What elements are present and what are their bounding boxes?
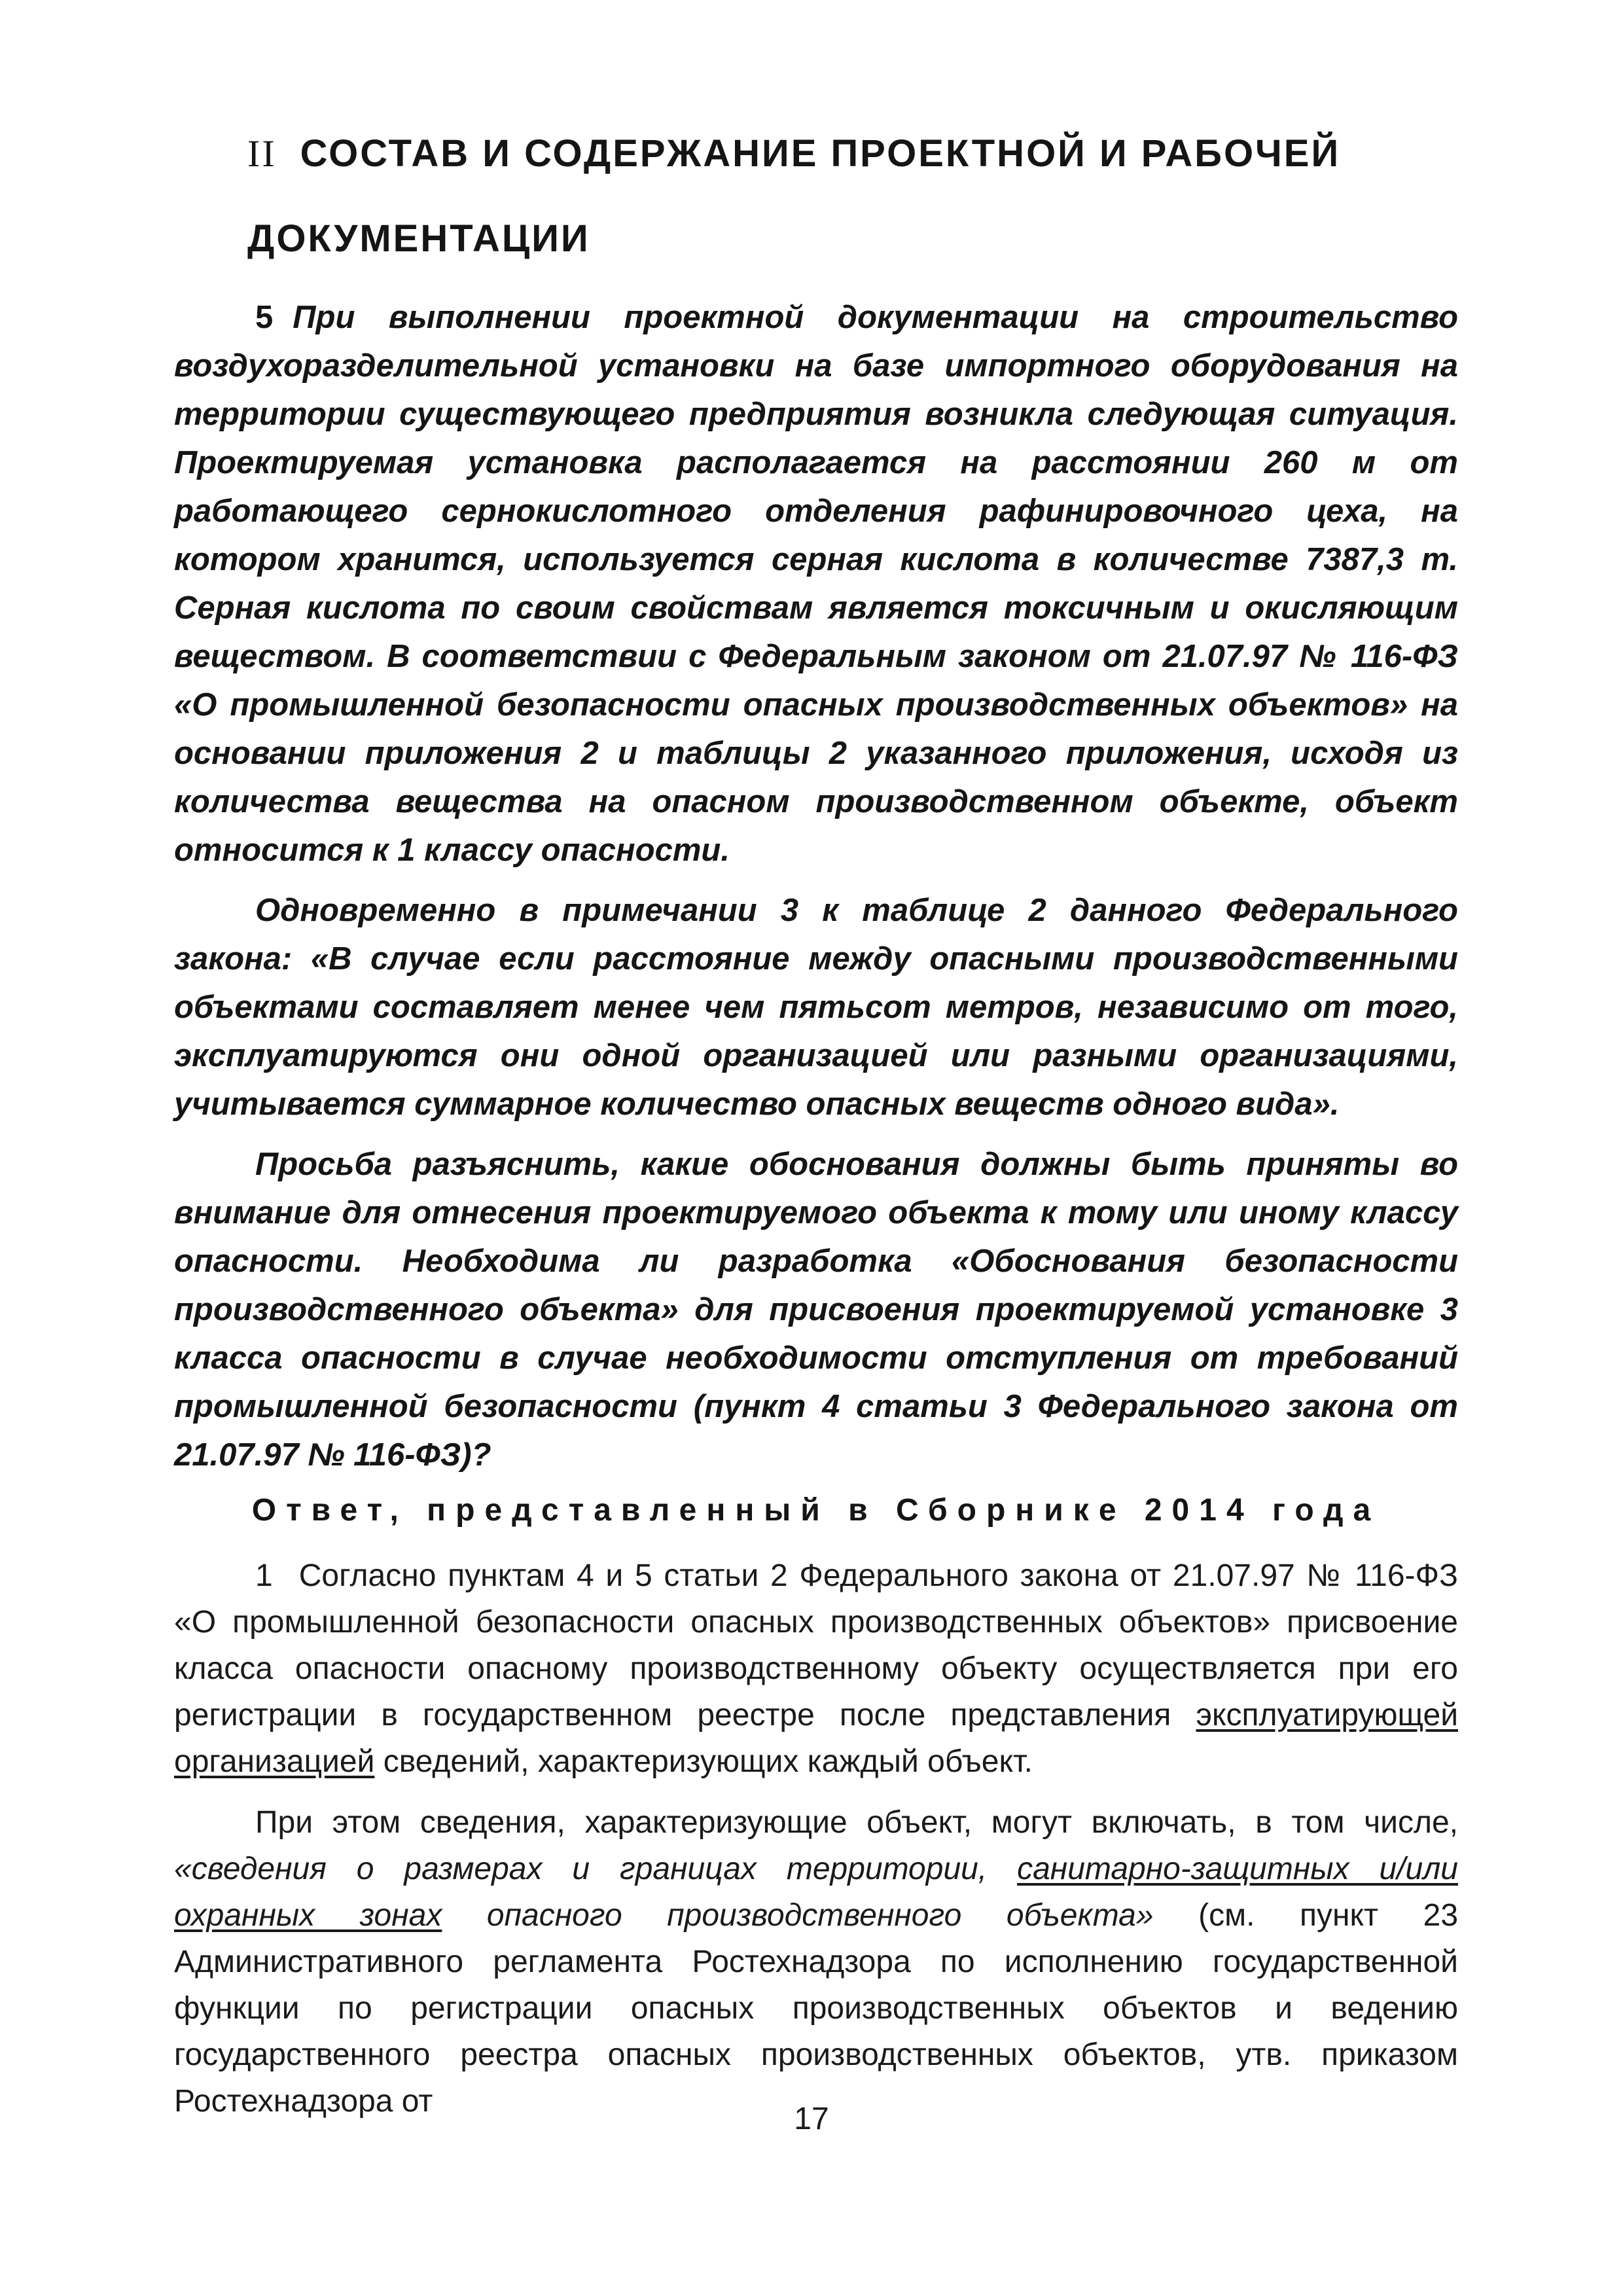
- section-title-text: СОСТАВ И СОДЕРЖАНИЕ ПРОЕКТНОЙ И РАБОЧЕЙ ДОКУМЕНТАЦИИ: [247, 132, 1341, 260]
- question-paragraph-1-text: При выполнении проектной документации на строительство воздухоразделительной установки на базе импортного оборудования на территории существующего предприятия возникла следующая ситуация. Проектируемая установка располагается на расстоянии 260 м от работающего сернокислотного отделения рафинировочного цеха, на котором хранится, используется серная кислота в количестве 7387,3 т. Серная кислота по своим свойствам является токсичным и окисляющим веществом. В соответствии с Федеральным законом от 21.07.97 № 116-ФЗ «О промышленной безопасности опасных производственных объектов» на основании приложения 2 и таблицы 2 указанного приложения, исходя из количества вещества на опасном производственном объекте, объект относится к 1 классу опасности.: [174, 300, 1458, 868]
- answer-paragraph-1-tail: сведений, характеризующих каждый объект.: [374, 1744, 1033, 1779]
- quoted-phrase-part-a: «сведения о размерах и границах территории,: [174, 1852, 1018, 1886]
- question-block: [174, 293, 1458, 1479]
- quoted-phrase-part-b: опасного производственного объекта»: [442, 1898, 1154, 1933]
- section-title: [247, 111, 1465, 281]
- page-number: 17: [794, 2102, 829, 2136]
- answer-paragraph-2-end: (см. пункт 23 Административного регламента Ростехнадзора по исполнению государственной функции по регистрации опасных производственных объектов и ведению государственного реестра опасных производственных объектов, утв. приказом Ростехнадзора от: [174, 1898, 1459, 2119]
- question-paragraph-2: Одновременно в примечании 3 к таблице 2 данного Федерального закона: «В случае если расстояние между опасными производственными объектами составляет менее чем пятьсот метров, независимо от того, эксплуатируются они одной организацией или разными организациями, учитывается суммарное количество опасных веществ одного вида».: [174, 893, 1458, 1122]
- underlined-phrase-protection-zones: санитарно-защитных и/или охранных зонах: [174, 1852, 1459, 1933]
- question-paragraph-3: Просьба разъяснить, какие обоснования должны быть приняты во внимание для отнесения проектируемого объекта к тому или иному классу опасности. Необходима ли разработка «Обоснования безопасности производственного объекта» для присвоения проектируемой установке 3 класса опасности в случае необходимости отступления от требований промышленной безопасности (пункт 4 статьи 3 Федерального закона от 21.07.97 № 116-ФЗ)?: [174, 1147, 1458, 1473]
- answer-heading: Ответ, представленный в Сборнике 2014 года: [251, 1493, 1381, 1528]
- question-paragraph-1: [174, 293, 1458, 874]
- section-roman-numeral: II: [247, 132, 277, 175]
- answer-paragraph-2-start: При этом сведения, характеризующие объект, могут включать, в том числе,: [255, 1805, 1458, 1840]
- question-number: 5: [255, 300, 274, 335]
- underlined-phrase-operating-organization: эксплуатирующей организацией: [174, 1698, 1458, 1779]
- answer-block: [174, 1552, 1458, 2125]
- answer-paragraph-2: [174, 1799, 1458, 2125]
- answer-paragraph-1-text: Согласно пунктам 4 и 5 статьи 2 Федерального закона от 21.07.97 № 116-ФЗ «О промышленной безопасности опасных производственных объектов» присвоение класса опасности опасному производственному объекту осуществляется при его регистрации в государственном реестре после представления: [174, 1558, 1458, 1732]
- answer-paragraph-number: 1: [255, 1558, 273, 1593]
- answer-paragraph-1: [174, 1552, 1458, 1785]
